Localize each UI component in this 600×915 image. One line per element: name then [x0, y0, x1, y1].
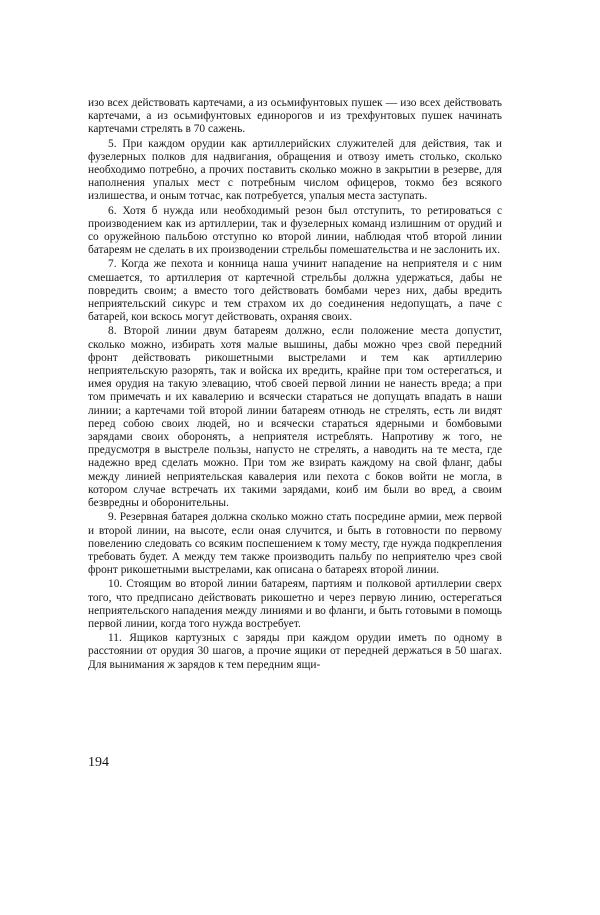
paragraph-11: 11. Ящиков картузных с заряды при каждом орудии иметь по одному в расстоянии от орудия 30 шагов, а прочие ящики от передней держаться в 50 шагах. Для вынимания ж зарядов к тем передним ящи-: [88, 632, 502, 671]
document-body: [88, 97, 502, 672]
paragraph-8: 8. Второй линии двум батареям должно, если положение места допустит, сколько можно, избирать хотя малые вышины, дабы можно чрез свой передний фронт действовать рикошетными выстрелами и тем как артиллерию неприятельскую разорять, так и войска их вредить, крайне при том остерегаться, и имея орудия на такую элевацию, чтоб своей первой линии не нанесть вреда; а при том примечать и их кавалерию и всячески стараться не допущать впадать в наши линии; а картечами той второй линии батареям отнюдь не стрелять, есть ли видят перед собою своих людей, но и всячески стараться ядерными и бомбовыми зарядами своих оборонять, а неприятеля истреблять. Напротиву ж того, не предусмотря в выстреле пользы, напусто не стрелять, а наводить на те места, где надежно вред сделать можно. При том же взирать каждому на свой фланг, дабы между линией неприятельская кавалерия или пехота с боков войти не могла, в котором случае встречать их такими зарядами, коиб им были во вред, а своим безвредны и оборонительны.: [88, 325, 502, 510]
page-number: 194: [88, 755, 109, 770]
paragraph-7: 7. Когда же пехота и конница наша учинит нападение на неприятеля и с ним смешается, то артиллерия от картечной стрельбы должна удержаться, дабы не повредить своим; а вместо того действовать бомбами через них, дабы вредить неприятельский сикурс и тем страхом их до соединения недопущать, а паче с батарей, кои вскось могут действовать, охраняя своих.: [88, 258, 502, 324]
paragraph-continuation: изо всех действовать картечами, а из осьмифунтовых пушек — изо всех действовать картечами, а из осьмифунтовых единорогов и из трехфунтовых пушек начинать картечами стрелять в 70 сажень.: [88, 97, 502, 136]
paragraph-9: 9. Резервная батарея должна сколько можно стать посредине армии, меж первой и второй линии, на высоте, если оная случится, и быть в готовности по первому повелению следовать со всяким поспешением к тому месту, где нужда подкрепления требовать будет. А между тем также производить пальбу по неприятелю чрез свой фронт рикошетными выстрелами, как описана о батареях второй линии.: [88, 511, 502, 577]
paragraph-10: 10. Стоящим во второй линии батареям, партиям и полковой артиллерии сверх того, что предписано действовать рикошетно и через первую линию, остерегаться неприятельского нападения между линиями и во фланги, и быть готовыми в помощь первой линии, когда того нужда востребует.: [88, 578, 502, 630]
paragraph-5: 5. При каждом орудии как артиллерийских служителей для действия, так и фузелерных полков для надвигания, обращения и отвозу иметь столько, сколько необходимо потребно, а прочих поставить сколько можно в закрытии в резерве, для наполнения упалых мест с потребным числом офицеров, токмо без всякого излишества, и оным тотчас, как потребуется, упалыя места заступать.: [88, 137, 502, 203]
paragraph-6: 6. Хотя б нужда или необходимый резон был отступить, то ретироваться с производением как из артиллерии, так и фузелерных команд излишним от орудий и со оружейною пальбою отступно ко второй линии, наблюдая чтоб второй линии батареям не сделать в их производении стрельбы помешательства и не заслонить их.: [88, 204, 502, 257]
